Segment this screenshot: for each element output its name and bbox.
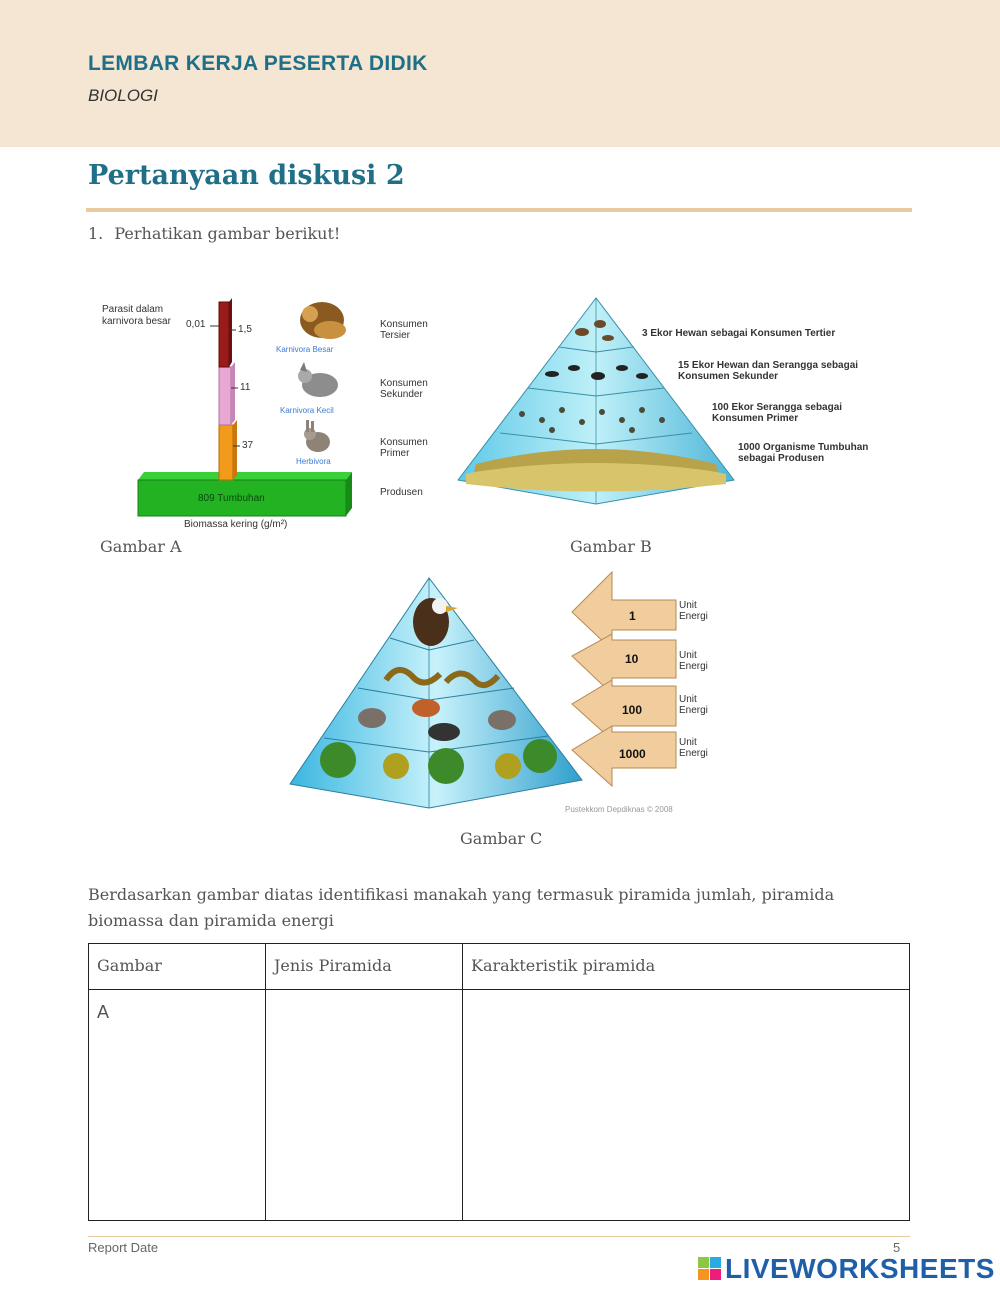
herbivore-bar-side [233, 420, 237, 480]
number-label-primary: 100 Ekor Serangga sebagai Konsumen Primer [712, 402, 843, 424]
level-label-primary: Konsumen Primer [380, 437, 428, 459]
header-jenis-piramida: Jenis Piramida [266, 944, 463, 990]
lion-icon [300, 302, 346, 339]
animal-label-herbivore: Herbivora [296, 457, 331, 466]
level-label-secondary: Konsumen Sekunder [380, 378, 428, 400]
number-label-secondary: 15 Ekor Hewan dan Serangga sebagai Konsumen Sekunder [678, 360, 859, 382]
energy-value-10: 10 [625, 652, 639, 666]
identification-prompt: Berdasarkan gambar diatas identifikasi manakah yang termasuk piramida jumlah, piramida biomassa dan piramida energi [88, 885, 835, 930]
report-date-label: Report Date [88, 1240, 159, 1255]
biomass-axis-label: Biomassa kering (g/m²) [184, 519, 288, 530]
parasite-label-line-2: karnivora besar [102, 316, 171, 327]
figure-a-caption: Gambar A [100, 537, 182, 556]
liveworksheets-logo[interactable] [698, 1253, 995, 1285]
subject-label: BIOLOGI [88, 86, 158, 105]
value-large-carnivore: 1,5 [238, 324, 252, 335]
base-top-face [138, 472, 352, 480]
table-header-row [89, 944, 910, 990]
value-herbivore: 37 [242, 440, 254, 451]
level-label-tertiary: Konsumen Tersier [380, 319, 428, 341]
value-parasite: 0,01 [186, 319, 206, 330]
header-gambar: Gambar [89, 944, 266, 990]
header-karakteristik: Karakteristik piramida [463, 944, 910, 990]
animal-label-large-carnivore: Karnivora Besar [276, 345, 334, 354]
value-small-carnivore: 11 [240, 382, 251, 393]
energy-arrows [570, 570, 770, 790]
energy-arrow-1 [572, 572, 676, 650]
energy-unit-1: Unit Energi [679, 600, 708, 622]
energy-value-100: 100 [622, 703, 643, 717]
large-carnivore-bar-side [229, 298, 232, 367]
energy-value-1: 1 [629, 609, 636, 623]
herbivore-bar [219, 425, 233, 480]
liveworksheets-blocks-icon [698, 1257, 722, 1281]
cell-jenis-piramida-input[interactable] [266, 990, 463, 1221]
answer-table [88, 943, 910, 1221]
parasite-label-line-1: Parasit dalam [102, 304, 164, 315]
energy-unit-1000: Unit Energi [679, 737, 708, 759]
producer-base-label: 809 Tumbuhan [198, 493, 265, 504]
figure-c-credit: Pustekkom Depdiknas © 2008 [565, 805, 673, 814]
level-label-producer: Produsen [380, 487, 423, 498]
wolf-icon [298, 362, 338, 397]
title-divider [86, 208, 912, 212]
liveworksheets-wordmark: LIVEWORKSHEETS [725, 1253, 995, 1284]
animal-label-small-carnivore: Karnivora Kecil [280, 406, 334, 415]
cell-karakteristik-input[interactable] [463, 990, 910, 1221]
energy-unit-10: Unit Energi [679, 650, 708, 672]
question-text: Perhatikan gambar berikut! [114, 224, 341, 243]
question-1 [88, 224, 340, 243]
figure-c-caption: Gambar C [460, 829, 543, 848]
large-carnivore-bar [219, 302, 229, 367]
page-number: 5 [893, 1240, 901, 1255]
figure-b-caption: Gambar B [570, 537, 652, 556]
section-title: Pertanyaan diskusi 2 [88, 160, 405, 191]
small-carnivore-bar-side [231, 362, 235, 425]
footer-divider [88, 1236, 910, 1237]
small-carnivore-bar [219, 367, 231, 425]
question-number: 1. [88, 224, 104, 243]
energy-unit-100: Unit Energi [679, 694, 708, 716]
energy-arrow-10 [572, 634, 676, 694]
number-label-tertiary: 3 Ekor Hewan sebagai Konsumen Tertier [642, 328, 836, 339]
number-label-producer: 1000 Organisme Tumbuhan sebagai Produsen [738, 442, 869, 464]
figure-b [456, 294, 896, 516]
worksheet-org-title: LEMBAR KERJA PESERTA DIDIK [88, 52, 428, 75]
cell-gambar-a: A [89, 990, 266, 1221]
figure-a [100, 290, 440, 535]
energy-value-1000: 1000 [619, 747, 646, 761]
table-row [89, 990, 910, 1221]
rabbit-icon [304, 420, 330, 452]
